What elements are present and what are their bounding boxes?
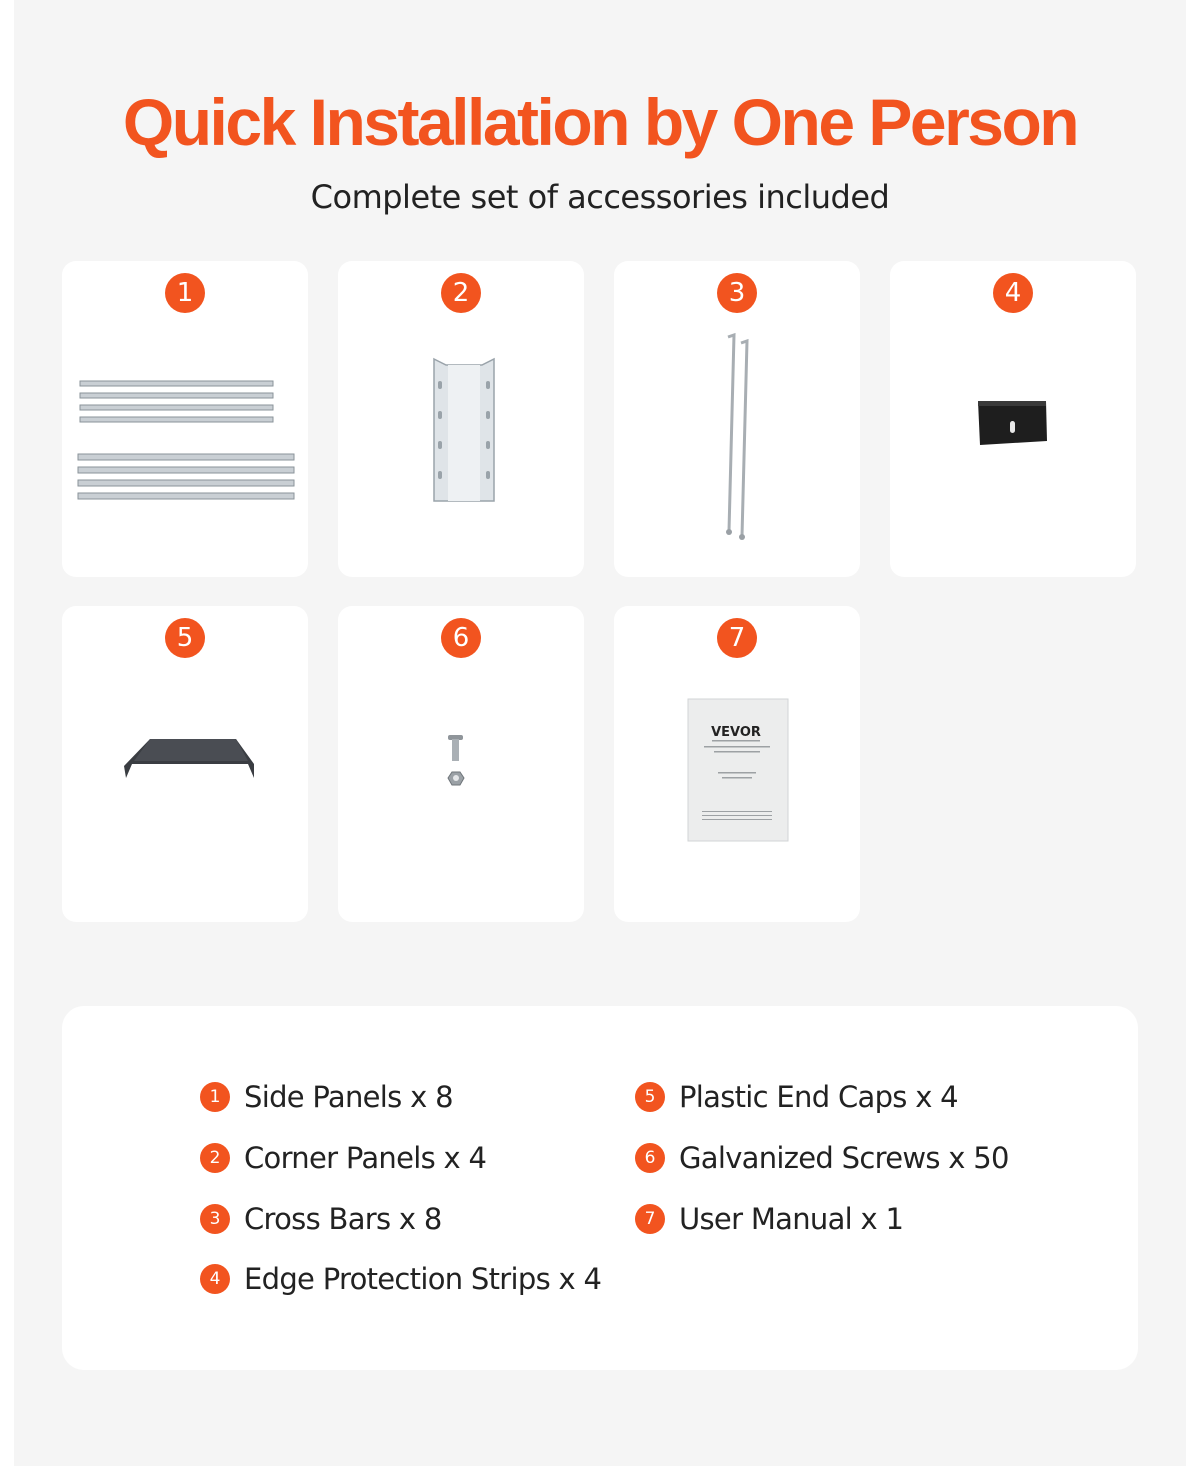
list-item [635, 1202, 903, 1236]
page-title: Quick Installation by One Person [122, 85, 1078, 159]
accessories-list-panel [62, 1006, 1138, 1370]
accessory-card-end-caps [62, 606, 308, 922]
list-item-label: User Manual x 1 [679, 1202, 904, 1236]
accessory-card-user-manual [614, 606, 860, 922]
list-item [200, 1202, 442, 1236]
card-number-badge: 2 [441, 273, 481, 313]
list-number-badge: 5 [635, 1082, 665, 1112]
list-number-badge: 4 [200, 1264, 230, 1294]
list-item [635, 1080, 958, 1114]
accessory-card-side-panels [62, 261, 308, 577]
list-item-label: Corner Panels x 4 [244, 1141, 487, 1175]
accessory-card-edge-strips [890, 261, 1136, 577]
card-number-badge: 5 [165, 618, 205, 658]
list-item [200, 1080, 453, 1114]
card-number-badge: 3 [717, 273, 757, 313]
accessory-card-screws [338, 606, 584, 922]
manual-brand-text: VEVOR [711, 725, 761, 740]
list-item-label: Plastic End Caps x 4 [679, 1080, 958, 1114]
card-number-badge: 1 [165, 273, 205, 313]
list-item [200, 1141, 486, 1175]
accessory-card-corner-panels [338, 261, 584, 577]
list-number-badge: 7 [635, 1204, 665, 1234]
list-number-badge: 6 [635, 1143, 665, 1173]
list-number-badge: 2 [200, 1143, 230, 1173]
list-item-label: Galvanized Screws x 50 [679, 1141, 1009, 1175]
card-number-badge: 4 [993, 273, 1033, 313]
list-item-label: Side Panels x 8 [244, 1080, 453, 1114]
list-item-label: Edge Protection Strips x 4 [244, 1262, 602, 1296]
list-item [635, 1141, 1009, 1175]
list-item [200, 1262, 601, 1296]
list-item-label: Cross Bars x 8 [244, 1202, 442, 1236]
page-subtitle: Complete set of accessories included [310, 178, 890, 216]
card-number-badge: 7 [717, 618, 757, 658]
list-number-badge: 3 [200, 1204, 230, 1234]
card-number-badge: 6 [441, 618, 481, 658]
accessory-card-cross-bars [614, 261, 860, 577]
list-number-badge: 1 [200, 1082, 230, 1112]
